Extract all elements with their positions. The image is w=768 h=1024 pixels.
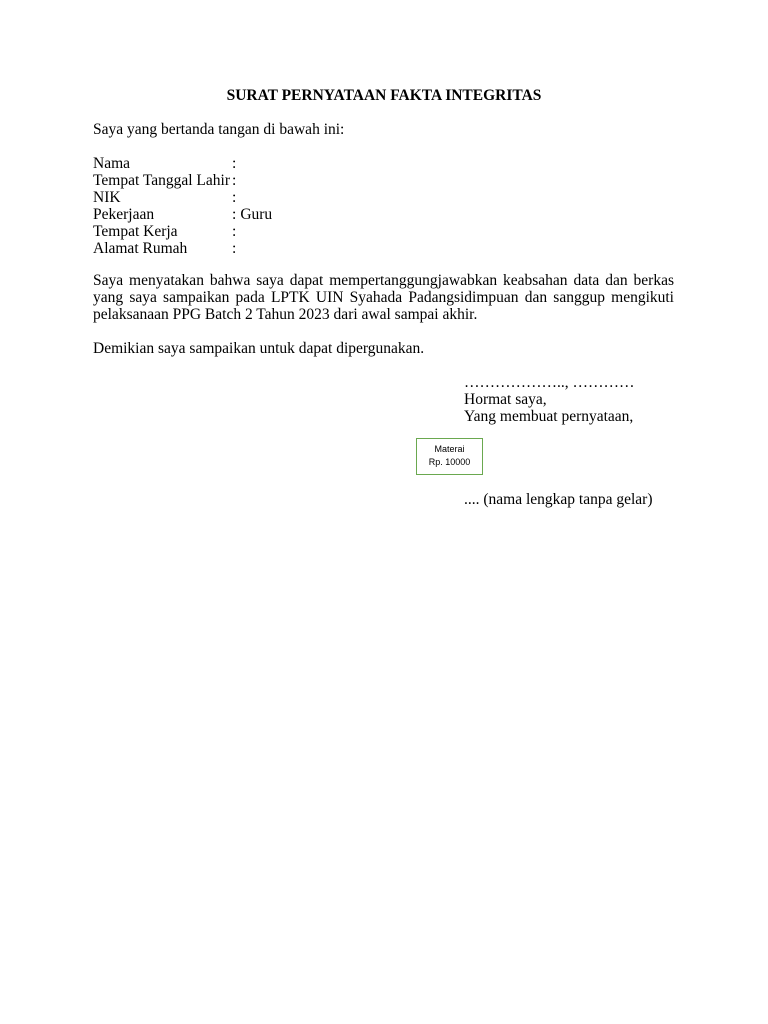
field-label: NIK bbox=[93, 189, 121, 206]
regards-text: Hormat saya, bbox=[464, 391, 547, 408]
place-date: ……………….., ………… bbox=[464, 374, 635, 391]
field-row-tempat-tanggal-lahir bbox=[93, 172, 493, 189]
signer-name: .... (nama lengkap tanpa gelar) bbox=[464, 491, 653, 508]
signature-block bbox=[464, 374, 714, 425]
field-label: Nama bbox=[93, 155, 131, 172]
intro-text: Saya yang bertanda tangan di bawah ini: bbox=[93, 121, 345, 138]
field-colon: : bbox=[232, 172, 237, 189]
field-label: Pekerjaan bbox=[93, 206, 155, 223]
field-colon: : bbox=[232, 240, 237, 257]
identity-fields bbox=[93, 155, 493, 257]
statement-paragraph: Saya menyatakan bahwa saya dapat mempertanggungjawabkan keabsahan data dan berkas yang saya sampaikan pada LPTK UIN Syahada Padangsidimpuan dan sanggup mengikuti pelaksanaan PPG Batch 2 Tahun 2023 dari awal sampai akhir. bbox=[93, 272, 674, 323]
field-value: Guru bbox=[240, 206, 273, 223]
stamp-line-1: Materai bbox=[434, 444, 465, 454]
field-colon: : bbox=[232, 223, 237, 240]
stamp-line-2: Rp. 10000 bbox=[428, 457, 471, 467]
materai-stamp-box bbox=[416, 438, 483, 475]
field-colon: : bbox=[232, 206, 237, 223]
field-label: Tempat Tanggal Lahir bbox=[93, 172, 230, 189]
field-row-pekerjaan bbox=[93, 206, 493, 223]
field-row-nik bbox=[93, 189, 493, 206]
field-row-nama bbox=[93, 155, 493, 172]
field-label: Alamat Rumah bbox=[93, 240, 188, 257]
signer-role: Yang membuat pernyataan, bbox=[464, 408, 634, 425]
field-row-alamat-rumah bbox=[93, 240, 493, 257]
document-title: SURAT PERNYATAAN FAKTA INTEGRITAS bbox=[226, 87, 542, 104]
closing-text: Demikian saya sampaikan untuk dapat dipergunakan. bbox=[93, 340, 425, 357]
field-colon: : bbox=[232, 155, 237, 172]
field-row-tempat-kerja bbox=[93, 223, 493, 240]
field-colon: : bbox=[232, 189, 237, 206]
field-label: Tempat Kerja bbox=[93, 223, 178, 240]
